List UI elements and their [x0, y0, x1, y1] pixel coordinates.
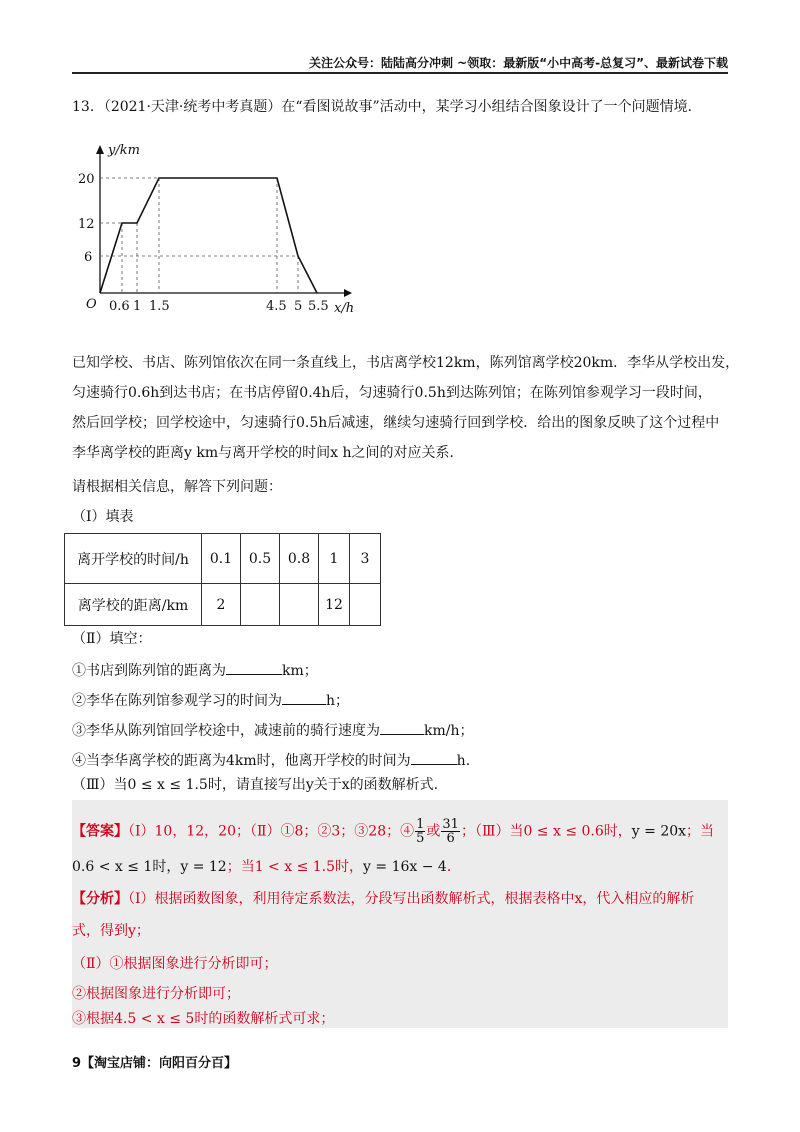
fill-item-text: ②李华在陈列馆参观学习的时间为	[72, 693, 282, 709]
paragraph-line: 已知学校、书店、陈列馆依次在同一条直线上，书店离学校12km，陈列馆离学校20km．李华从学校出发，	[72, 355, 740, 371]
table-cell	[241, 584, 280, 626]
guide-lines	[100, 178, 298, 293]
paragraph-line: 李华离学校的距离y km与离开学校的时间x h之间的对应关系．	[72, 445, 464, 461]
analysis-line: 式，得到y；	[72, 923, 150, 939]
table-cell: 12	[319, 584, 350, 626]
table-row	[65, 534, 381, 584]
answer-blank[interactable]	[226, 660, 282, 675]
fill-item-text: ④当李华离学校的距离为4km时，他离开学校的时间为	[72, 753, 411, 769]
answer-formula: y = 20x	[631, 823, 687, 840]
fill-item-unit: h.	[456, 753, 471, 769]
answer-formula: y = 12	[180, 859, 227, 875]
question-title: 13．（2021·天津·统考中考真题）在“看图说故事”活动中，某学习小组结合图象设计了一个问题情境．	[72, 99, 702, 115]
analysis-text: （Ⅰ）根据函数图象，利用待定系数法，分段写出函数解析式，根据表格中x，代入相应的解析	[128, 891, 695, 907]
answer-text: 0.6 < x ≤ 1时，	[72, 859, 181, 875]
part3-question: （Ⅲ）当0 ≤ x ≤ 1.5时，请直接写出y关于x的函数解析式.	[72, 777, 439, 793]
table-cell: 0.1	[202, 534, 241, 584]
y-tick-label: 6	[84, 250, 93, 265]
fill-item	[72, 750, 470, 770]
fraction: $\frac{1}{5}$	[416, 817, 425, 846]
paragraph-line: 匀速骑行0.6h到达书店；在书店停留0.4h后，匀速骑行0.5h到达陈列馆；在陈列馆参观学习一段时间，	[72, 385, 712, 401]
fill-item	[72, 720, 474, 740]
table-cell: 1	[319, 534, 350, 584]
answer-tag: 【答案】	[72, 823, 128, 840]
fill-item-text: ①书店到陈列馆的距离为	[72, 663, 226, 679]
fill-item	[72, 660, 318, 680]
table-header-cell: 离学校的距离/km	[65, 584, 202, 626]
analysis-line: （Ⅱ）①根据图象进行分析即可；	[72, 956, 278, 972]
origin-label: O	[86, 297, 97, 312]
answer-text: ；当	[686, 823, 715, 840]
answer-text: ．	[446, 859, 461, 875]
y-tick-label: 12	[78, 217, 95, 232]
answer-text: ；当1 < x ≤ 1.5时，	[226, 859, 364, 875]
part1-title: （Ⅰ）填表	[72, 509, 134, 525]
answer-blank[interactable]	[411, 750, 457, 765]
table-cell: 0.5	[241, 534, 280, 584]
table-cell	[350, 584, 381, 626]
table-header-cell: 离开学校的时间/h	[65, 534, 202, 584]
x-tick-label: 1	[133, 299, 142, 314]
distance-time-graph	[72, 138, 372, 323]
fraction: $\frac{31}{6}$	[442, 817, 459, 846]
fill-item-text: ③李华从陈列馆回学校途中，减速前的骑行速度为	[72, 723, 380, 739]
table-cell: 0.8	[280, 534, 319, 584]
analysis-line	[72, 890, 694, 908]
instruction-line: 请根据相关信息，解答下列问题：	[72, 479, 282, 495]
answer-line	[72, 818, 714, 845]
paragraph-line: 然后回学校；回学校途中，匀速骑行0.5h后减速，继续匀速骑行回到学校．给出的图象反映了这个过程中	[72, 415, 720, 431]
answer-text: ；（Ⅲ）当0 ≤ x ≤ 0.6时，	[460, 823, 632, 840]
answer-blank[interactable]	[282, 690, 326, 705]
analysis-line: ②根据图象进行分析即可；	[72, 986, 240, 1002]
x-axis-label: x/h	[334, 301, 355, 316]
x-tick-label: 1.5	[149, 299, 170, 314]
fill-item-unit: km；	[282, 663, 318, 679]
distance-curve	[100, 178, 317, 293]
analysis-tag: 【分析】	[72, 891, 128, 907]
answer-blank[interactable]	[380, 720, 424, 735]
table-cell: 3	[350, 534, 381, 584]
answer-formula: y = 16x − 4	[363, 859, 447, 875]
footer-text: 9【淘宝店铺：向阳百分百】	[72, 1056, 238, 1071]
x-tick-label: 5	[294, 299, 303, 314]
x-tick-label: 0.6	[109, 299, 130, 314]
y-tick-label: 20	[78, 172, 95, 187]
part2-title: （Ⅱ）填空：	[72, 631, 152, 647]
header-rule	[72, 72, 728, 74]
answer-text: （Ⅰ）10，12，20；（Ⅱ）①8；②3；③28；④	[128, 823, 415, 840]
table-row	[65, 584, 381, 626]
y-axis-label: y/km	[108, 143, 140, 158]
fill-item	[72, 690, 349, 710]
x-axis-arrow	[344, 289, 352, 297]
y-axis-arrow	[96, 145, 104, 154]
x-tick-label: 4.5	[266, 299, 287, 314]
x-tick-label: 5.5	[308, 299, 329, 314]
fill-item-unit: km/h；	[424, 723, 474, 739]
answer-line	[72, 858, 461, 876]
table-cell	[280, 584, 319, 626]
answer-text: 或	[426, 823, 441, 840]
table-cell: 2	[202, 584, 241, 626]
fill-item-unit: h；	[326, 693, 350, 709]
fill-in-table	[64, 533, 381, 626]
header-text: 关注公众号：陆陆高分冲刺 ~领取：最新版“小中高考-总复习”、最新试卷下载	[309, 56, 728, 70]
analysis-line: ③根据4.5 < x ≤ 5时的函数解析式可求；	[72, 1011, 335, 1027]
